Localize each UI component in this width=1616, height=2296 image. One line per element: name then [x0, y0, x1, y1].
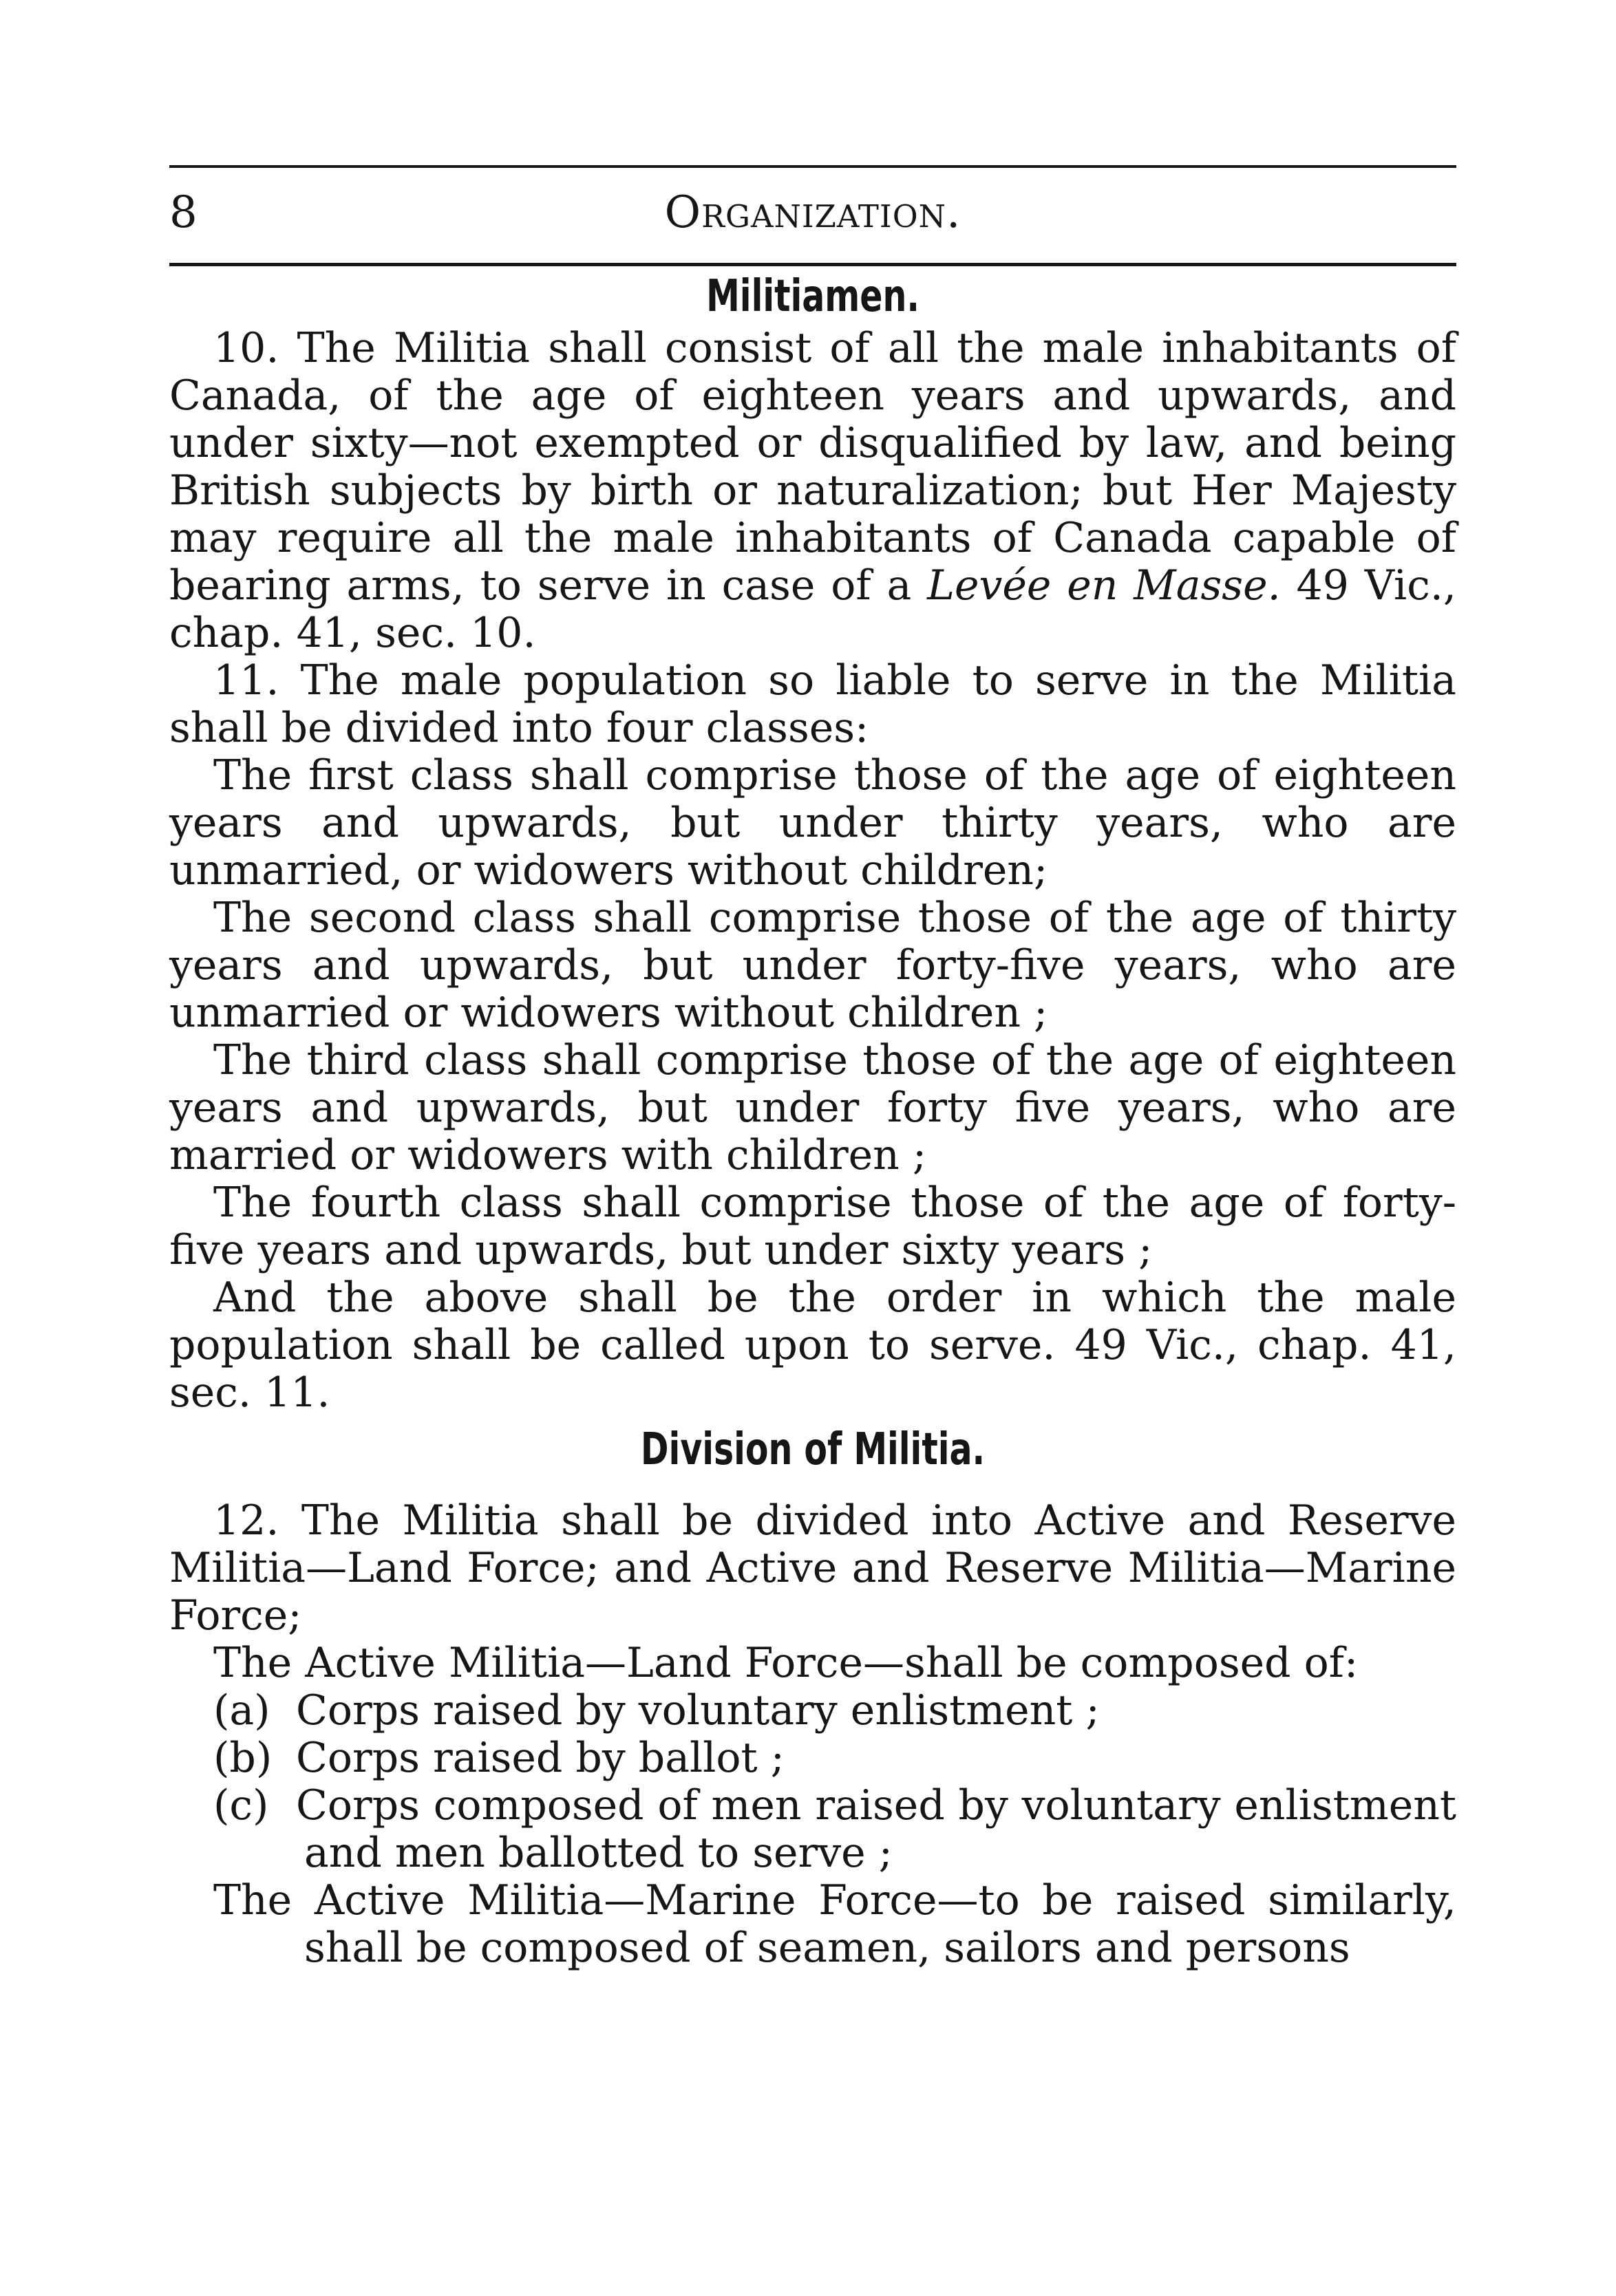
paragraph-11: 11. The male population so liable to serve in the Militia shall be divided into four classes:: [169, 656, 1456, 752]
class-third: The third class shall comprise those of the age of eighteen years and upwards, but under forty five years, who are married or widowers with children ;: [169, 1036, 1456, 1179]
active-land-force: The Active Militia—Land Force—shall be composed of:: [213, 1639, 1359, 1687]
class-first: The first class shall comprise those of the age of eighteen years and upwards, but under thirty years, who are unmarried, or widowers without children;: [169, 751, 1456, 894]
paragraph-12: 12. The Militia shall be divided into Active and Reserve Militia—Land Force; and Active and Reserve Militia—Marine Force;: [169, 1496, 1456, 1640]
running-head: Organization.: [664, 186, 961, 238]
page-header: [169, 168, 1456, 257]
section-title-division: Division of Militia.: [640, 1424, 986, 1475]
list-item: [169, 1735, 1456, 1782]
list-text: Corps raised by voluntary enlistment ;: [296, 1686, 1100, 1735]
order-of-service: And the above shall be the order in which the male population shall be called upon to serve. 49 Vic., chap. 41, sec. 11.: [169, 1274, 1456, 1417]
list-label: (b): [213, 1734, 273, 1782]
book-page: [169, 165, 1456, 1972]
active-marine-force: The Active Militia—Marine Force—to be raised similarly, shall be composed of seamen, sailors and persons: [213, 1876, 1456, 1972]
paragraph-10: [169, 325, 1456, 657]
list-item: [169, 1782, 1456, 1877]
class-fourth: The fourth class shall comprise those of the age of forty-five years and upwards, but under sixty years ;: [169, 1179, 1456, 1274]
header-rule: [169, 263, 1456, 266]
class-second: The second class shall comprise those of the age of thirty years and upwards, but under forty-five years, who are unmarried or widowers without children ;: [169, 894, 1456, 1037]
section-title-militiamen: Militiamen.: [706, 271, 919, 322]
list-text: Corps composed of men raised by voluntary enlistment and men ballotted to serve ;: [296, 1781, 1456, 1877]
page-number: 8: [169, 186, 198, 238]
list-text: Corps raised by ballot ;: [296, 1734, 785, 1782]
paragraph-10-italic: Levée en Masse.: [927, 561, 1281, 610]
list-item: [169, 1687, 1456, 1735]
list-label: (a): [213, 1686, 270, 1735]
paragraph-10-text: 10. The Militia shall consist of all the male inhabitants of Canada, of the age of eighteen years and upwards, and under sixty—not exempted or disqualified by law, and being British subjects by birth or naturalization; but Her Majesty may require all the male inhabitants of Canada capable of bearing arms, to serve in case of a: [169, 324, 1456, 610]
paragraph-10-citation: 49 Vic., chap. 41, sec. 10.: [169, 561, 1456, 657]
list-label: (c): [213, 1781, 269, 1830]
